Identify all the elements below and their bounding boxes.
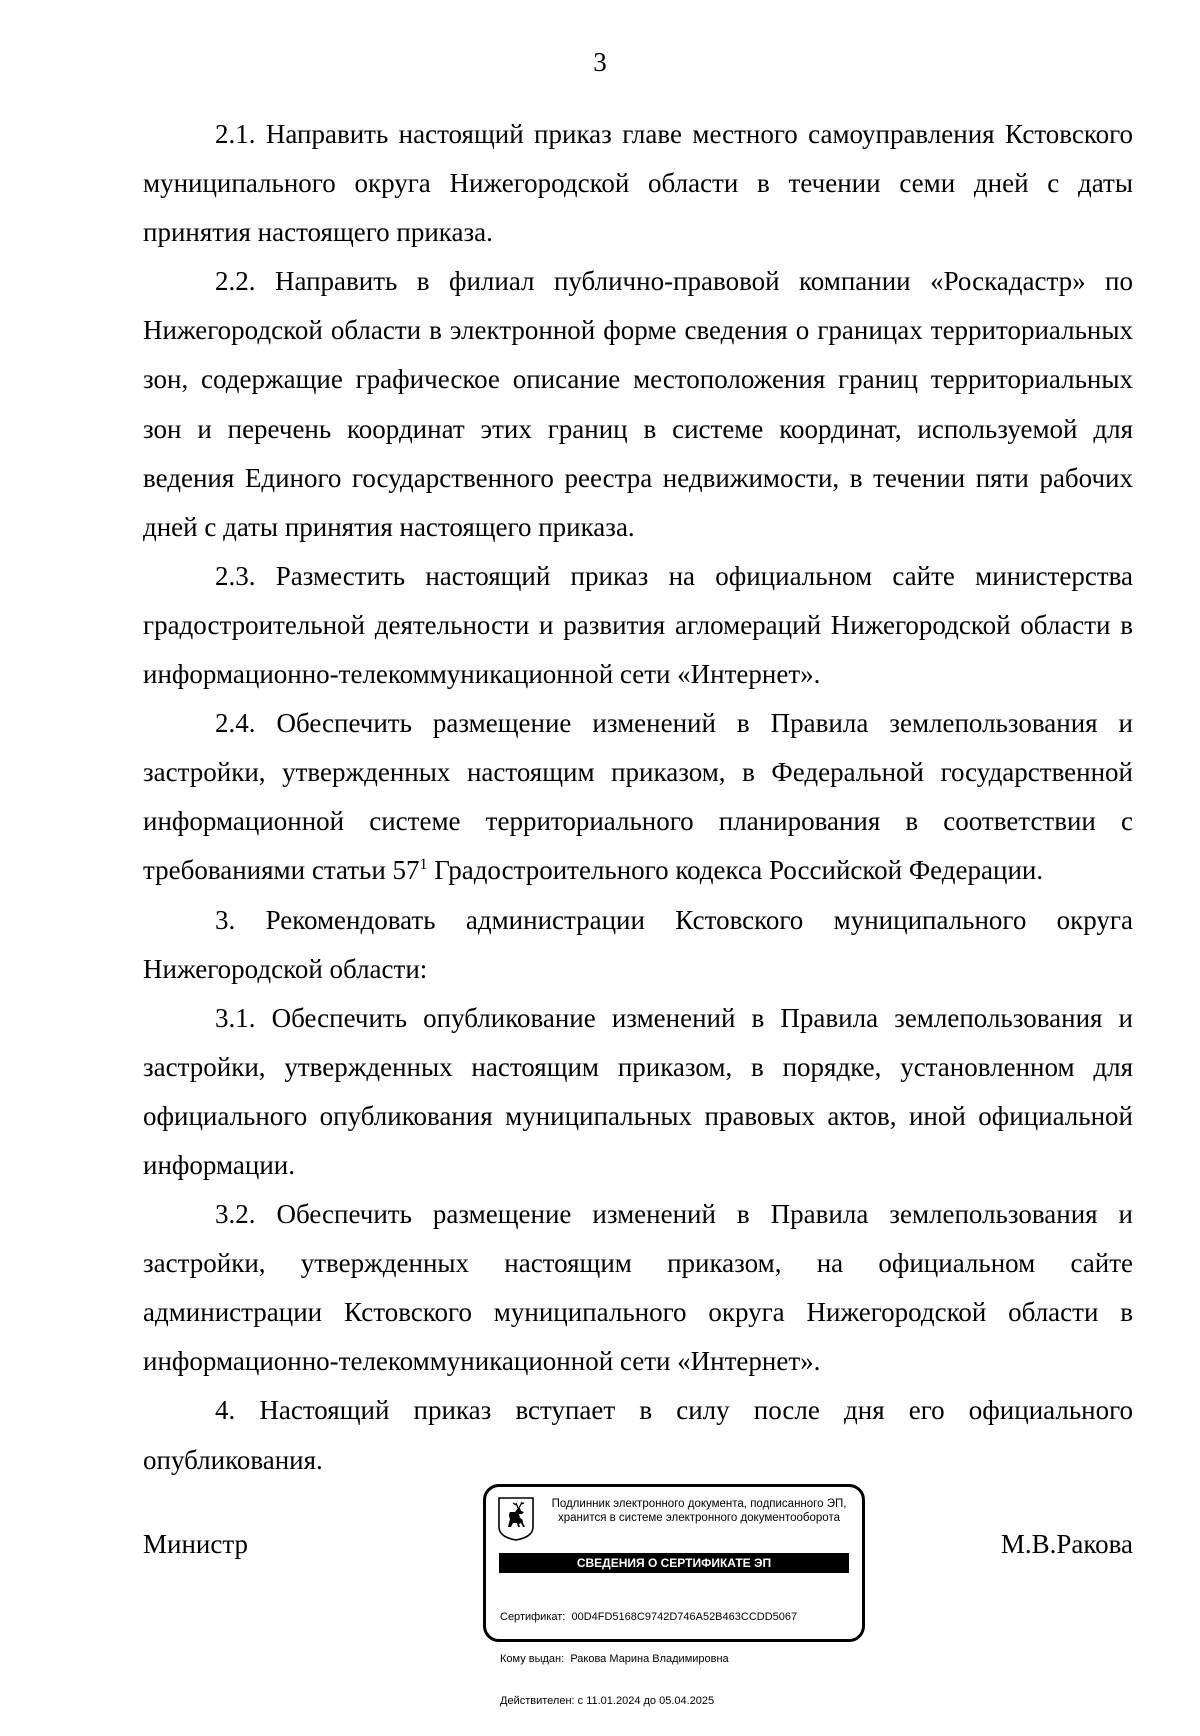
signer-name: М.В.Ракова (1000, 1529, 1133, 1559)
paragraph-3-2: 3.2. Обеспечить размещение изменений в Правила землепользования и застройки, утвержденных настоящим приказом, на официальном сайте администрации Кстовского муниципального округа Нижегородской области в информационно-телекоммуникационной сети «Интернет». (143, 1199, 1133, 1377)
paragraph-3-1: 3.1. Обеспечить опубликование изменений в Правила землепользования и застройки, утвержденных настоящим приказом, в порядке, установленном для официального опубликования муниципальных правовых актов, иной официальной информации. (143, 1002, 1133, 1180)
valid-row (500, 1694, 850, 1708)
stamp-header (540, 1497, 858, 1525)
certificate-info-title: СВЕДЕНИЯ О СЕРТИФИКАТЕ ЭП (499, 1553, 849, 1573)
valid-value: с 11.01.2024 до 05.04.2025 (577, 1695, 715, 1707)
paragraph-2-4-text-end: Градостроительного кодекса Российской Федерации. (427, 855, 1044, 886)
paragraph-2-1: 2.1. Направить настоящий приказ главе местного самоуправления Кстовского муниципального округа Нижегородской области в течении семи дней с даты принятия настоящего приказа. (143, 119, 1133, 248)
certificate-row (500, 1610, 850, 1624)
issued-to-value: Ракова Марина Владимировна (570, 1653, 729, 1665)
article-superscript: 1 (419, 856, 428, 874)
electronic-signature-stamp (483, 1484, 865, 1707)
certificate-value: 00D4FD5168C9742D746A52B463CCDD5067 (571, 1611, 798, 1623)
paragraph-2-4-text: 2.4. Обеспечить размещение изменений в Правила землепользования и застройки, утвержденных настоящим приказом, в Федеральной государственной информационной системе территориального планирования в соответствии с требованиями статьи 57 (143, 708, 1133, 886)
paragraph-3: 3. Рекомендовать администрации Кстовского муниципального округа Нижегородской области: (143, 904, 1133, 984)
paragraph-4: 4. Настоящий приказ вступает в силу после дня его официального опубликования. (143, 1395, 1133, 1475)
document-body (143, 110, 1133, 1485)
issued-to-label: Кому выдан: (500, 1653, 565, 1665)
page-number: 3 (593, 47, 607, 77)
certificate-label: Сертификат: (500, 1611, 566, 1623)
issued-to-row (500, 1652, 850, 1666)
deer-emblem-icon (498, 1497, 534, 1541)
paragraph-2-4 (143, 699, 1133, 895)
valid-label: Действителен: (500, 1695, 575, 1707)
certificate-details (500, 1582, 850, 1736)
stamp-header-line1: Подлинник электронного документа, подписанного ЭП, (551, 1498, 847, 1510)
signer-position: Министр (143, 1529, 248, 1559)
paragraph-2-2: 2.2. Направить в филиал публично-правовой компании «Роскадастр» по Нижегородской области в электронной форме сведения о границах территориальных зон, содержащие графическое описание местоположения границ территориальных зон и перечень координат этих границ в системе координат, используемой для ведения Единого государственного реестра недвижимости, в течении пяти рабочих дней с даты принятия настоящего приказа. (143, 266, 1133, 542)
paragraph-2-3: 2.3. Разместить настоящий приказ на официальном сайте министерства градостроительной деятельности и развития агломераций Нижегородской области в информационно-телекоммуникационной сети «Интернет». (143, 560, 1133, 690)
stamp-header-line2: хранится в системе электронного документооборота (558, 1512, 840, 1524)
